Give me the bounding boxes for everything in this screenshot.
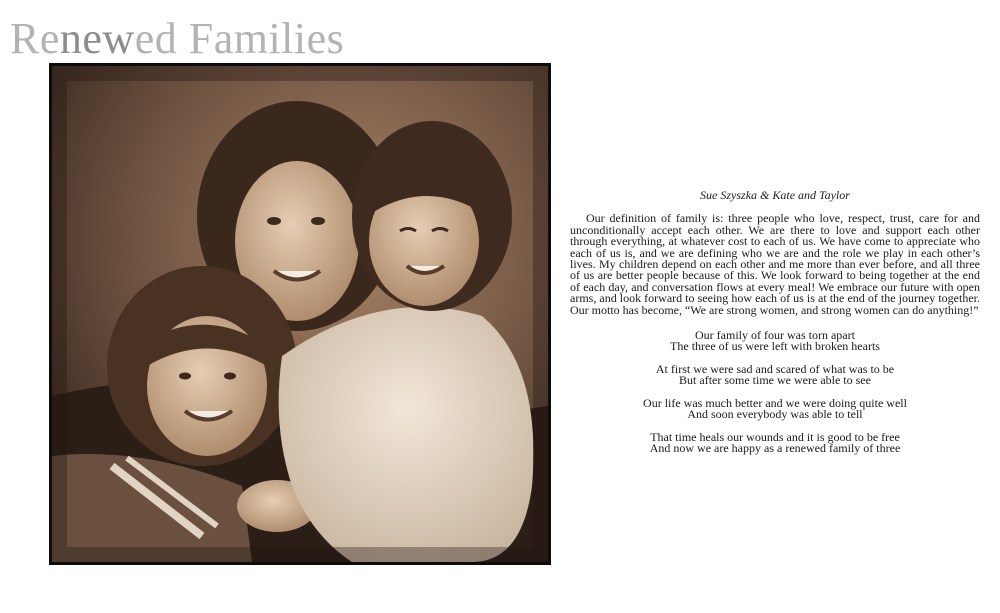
poem-line: Our family of four was torn apart: [695, 328, 855, 343]
page-title: [10, 14, 344, 64]
family-statement: Our definition of family is: three people who love, respect, trust, care for and unconditionally accept each other. We are there to love and support each other through everything, at whatever cost to each of us. We have come to appreciate who each of us is, and we are defining who we are and the role we play in each other’s lives. My children depend on each other and me more than ever before, and all three of us are better people because of this. We look forward to being together at the end of each day, and conversation flows at every meal! We embrace our future with open arms, and look forward to seeing how each of us is at the end of the journey together. Our motto has become, “We are strong women, and strong women can do anything!”: [570, 211, 980, 317]
photo-caption: Sue Szyszka & Kate and Taylor: [700, 188, 850, 202]
poem-stanza-4: [570, 429, 980, 455]
story-text: [570, 190, 980, 465]
family-portrait-illustration: [52, 66, 548, 562]
poem-line: And now we are happy as a renewed family of three: [649, 440, 901, 455]
title-part-new: new: [59, 14, 135, 63]
poem-line: And soon everybody was able to tell: [687, 407, 863, 422]
poem-stanza-3: [570, 395, 980, 422]
poem-line: The three of us were left with broken hearts: [670, 339, 880, 354]
poem-stanza-2: [570, 361, 980, 388]
title-part-families: ed Families: [134, 14, 345, 63]
family-photo: [49, 63, 551, 565]
poem-line: But after some time we were able to see: [679, 373, 871, 388]
poem-line: At first we were sad and scared of what was to be: [655, 361, 895, 376]
poem-line: That time heals our wounds and it is good to be free: [650, 429, 900, 444]
poem-line: Our life was much better and we were doing quite well: [643, 395, 907, 410]
younger-girl-sweater: [279, 307, 534, 562]
poem-stanza-1: [570, 330, 980, 353]
title-part-re: Re: [10, 14, 60, 63]
